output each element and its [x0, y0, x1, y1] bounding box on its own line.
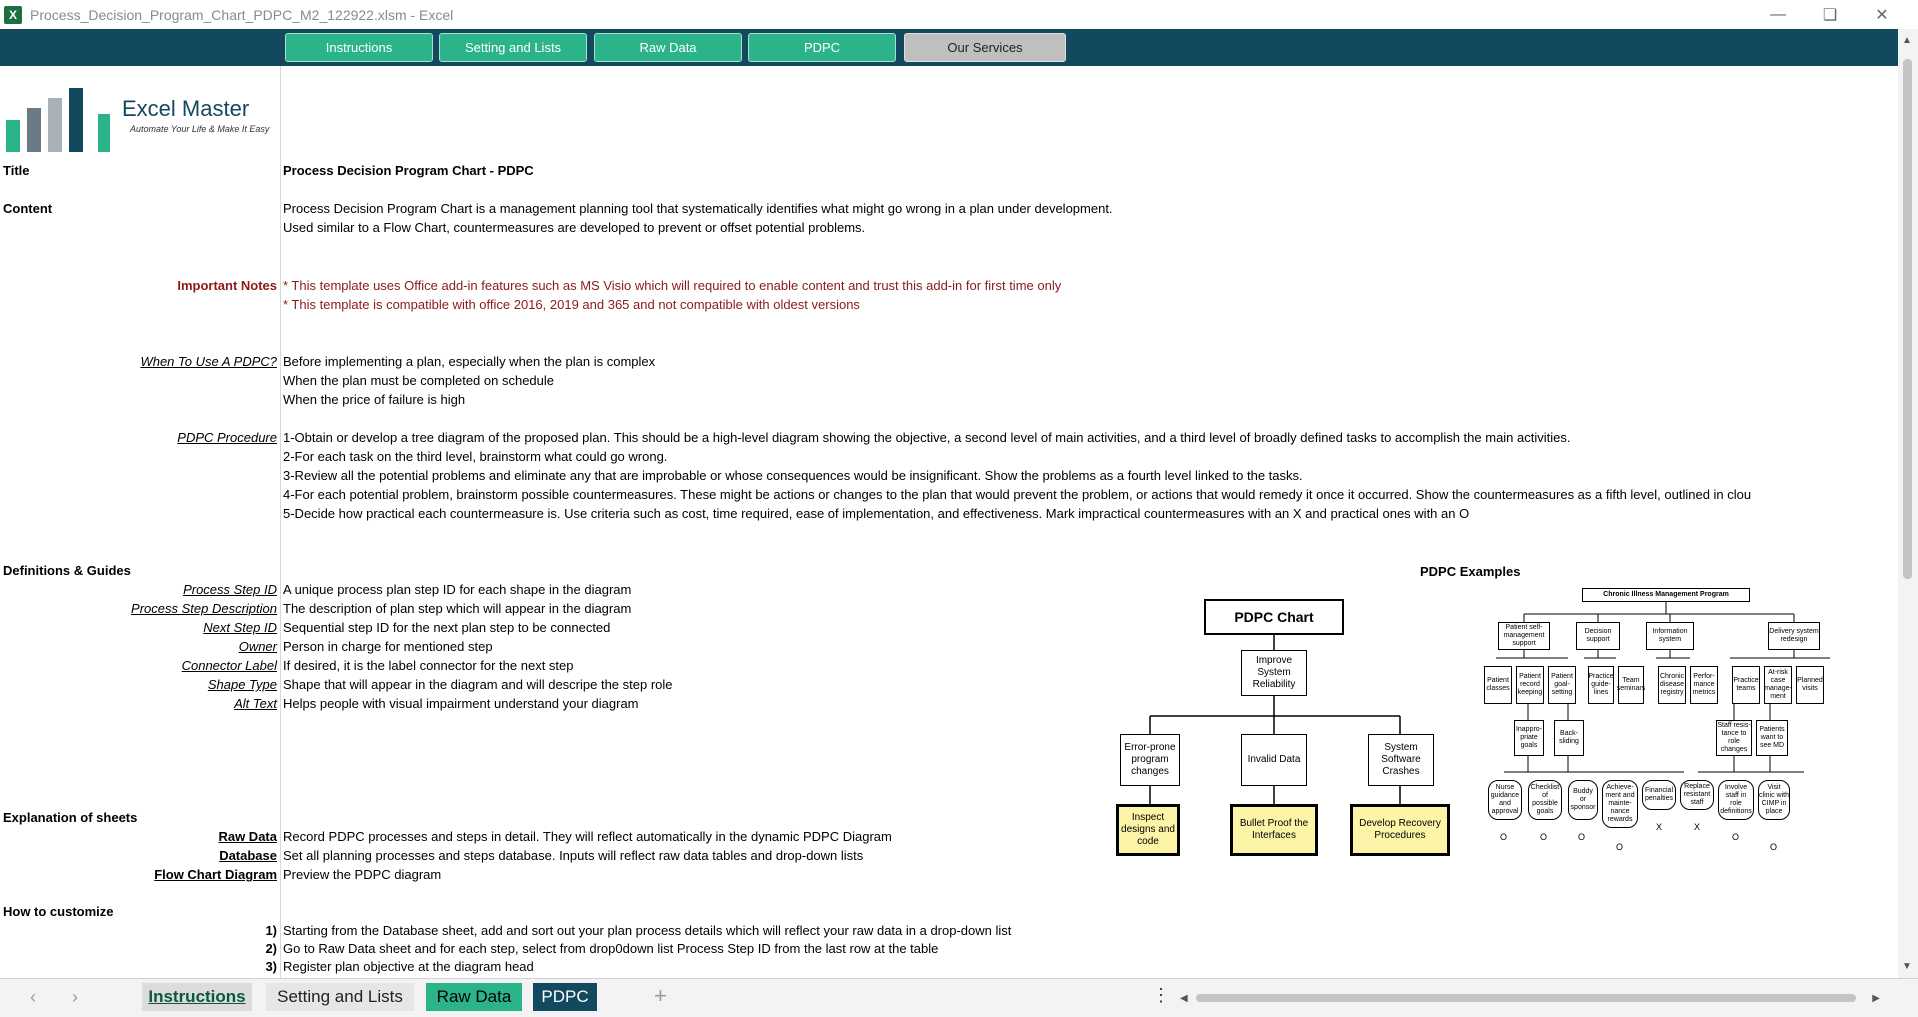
- chart2-level3: Perfor-mance metrics: [1690, 666, 1718, 704]
- title-label: Title: [3, 163, 30, 178]
- sheet-desc: Preview the PDPC diagram: [283, 867, 442, 882]
- content-line: Process Decision Program Chart is a management planning tool that systematically identifies what might go wrong in a plan under development.: [283, 201, 1113, 216]
- sheet-link-raw-data[interactable]: Raw Data: [218, 829, 277, 844]
- hscroll-right-icon[interactable]: ▶: [1872, 993, 1880, 1004]
- tab-scroll-right-icon[interactable]: ›: [72, 987, 78, 1007]
- chart2-level2: Patient self-management support: [1498, 622, 1550, 650]
- excel-app-icon: X: [4, 6, 22, 24]
- chart2-mark: O: [1770, 842, 1778, 852]
- chart2-level5: Financial penalties: [1642, 780, 1676, 810]
- sheet-link-flow-chart[interactable]: Flow Chart Diagram: [154, 867, 277, 882]
- chart2-mark: O: [1732, 832, 1740, 842]
- chart2-level5: Nurse guidance and approval: [1488, 780, 1522, 820]
- nav-raw-data-button[interactable]: Raw Data: [594, 33, 742, 62]
- examples-title: PDPC Examples: [1420, 564, 1521, 579]
- definition-term[interactable]: Alt Text: [234, 696, 277, 711]
- sheet-desc: Set all planning processes and steps database. Inputs will reflect raw data tables and drop-down lists: [283, 848, 864, 863]
- restore-icon[interactable]: ❏: [1822, 6, 1838, 24]
- procedure-step: 1-Obtain or develop a tree diagram of the proposed plan. This should be a high-level diagram showing the objective, a second level of main activities, and a third level of broadly defined tasks to accomplish the main activities.: [283, 430, 1571, 445]
- chart1-branch: System Software Crashes: [1368, 734, 1434, 786]
- chart2-mark: X: [1694, 822, 1701, 832]
- logo-brand: Excel Master: [122, 96, 250, 121]
- chart2-mark: O: [1616, 842, 1624, 852]
- logo-bar-1: [6, 120, 20, 152]
- logo-bar-4: [69, 88, 83, 152]
- definition-term[interactable]: Shape Type: [207, 677, 277, 692]
- chart2-level4: Inappro-priate goals: [1514, 720, 1544, 756]
- chart2-level2: Decision support: [1576, 622, 1620, 650]
- horizontal-scrollbar[interactable]: [1180, 993, 1880, 1003]
- procedure-step: 2-For each task on the third level, brainstorm what could go wrong.: [283, 449, 668, 464]
- close-icon[interactable]: ✕: [1875, 6, 1889, 24]
- chart2-level5: Checklist of possible goals: [1528, 780, 1562, 820]
- chart1-objective: Improve System Reliability: [1241, 650, 1307, 696]
- tab-scroll-left-icon[interactable]: ‹: [30, 987, 36, 1007]
- window-title: Process_Decision_Program_Chart_PDPC_M2_122922.xlsm - Excel: [30, 6, 454, 23]
- chart2-level3: Patient record keeping: [1516, 666, 1544, 704]
- content-line: Used similar to a Flow Chart, countermeasures are developed to prevent or offset potential problems.: [283, 220, 866, 235]
- chart1-countermeasure: Bullet Proof the Interfaces: [1230, 804, 1318, 856]
- chart1-branch: Error-prone program changes: [1120, 734, 1180, 786]
- title-bar: [0, 0, 1918, 29]
- chart2-level5: Visit clinic with CIMP in place: [1758, 780, 1790, 820]
- definition-term[interactable]: Owner: [238, 639, 277, 654]
- definition-desc: A unique process plan step ID for each shape in the diagram: [283, 582, 632, 597]
- nav-ribbon: [0, 29, 1898, 66]
- when-to-use-link[interactable]: When To Use A PDPC?: [140, 354, 277, 369]
- hscroll-left-icon[interactable]: ◀: [1180, 993, 1188, 1004]
- chart2-mark: O: [1540, 832, 1548, 842]
- chart2-level4: Patients want to see MD: [1756, 720, 1788, 756]
- important-note: * This template is compatible with office 2016, 2019 and 365 and not compatible with oldest versions: [283, 297, 860, 312]
- definition-desc: Helps people with visual impairment understand your diagram: [283, 696, 639, 711]
- scroll-up-icon[interactable]: ▲: [1902, 35, 1912, 46]
- minimize-icon[interactable]: —: [1770, 5, 1786, 23]
- customize-step: Register plan objective at the diagram head: [283, 959, 534, 974]
- hscroll-thumb[interactable]: [1196, 994, 1856, 1002]
- chart2-level3: Practice guide-lines: [1588, 666, 1614, 704]
- customize-step: Starting from the Database sheet, add and sort out your plan process details which will reflect your raw data in a drop-down list: [283, 923, 1012, 938]
- definition-desc: The description of plan step which will appear in the diagram: [283, 601, 632, 616]
- when-line: Before implementing a plan, especially when the plan is complex: [283, 354, 656, 369]
- sheet-tab-bar: [0, 978, 1918, 1017]
- definition-term[interactable]: Next Step ID: [203, 620, 277, 635]
- logo-bar-3: [48, 98, 62, 152]
- definition-desc: Person in charge for mentioned step: [283, 639, 493, 654]
- definition-desc: Sequential step ID for the next plan step to be connected: [283, 620, 611, 635]
- chart2-level4: Staff resis-tance to role changes: [1716, 720, 1752, 756]
- procedure-step: 5-Decide how practical each countermeasure is. Use criteria such as cost, time required, ease of implementation, and effectiveness. Mark impractical countermeasures with an X and practical ones with an O: [283, 506, 1470, 521]
- chart1-head: PDPC Chart: [1204, 599, 1344, 635]
- chart2-level3: At-risk case manage-ment: [1764, 666, 1792, 704]
- chart1-countermeasure: Develop Recovery Procedures: [1350, 804, 1450, 856]
- important-note: * This template uses Office add-in features such as MS Visio which will required to enable content and trust this add-in for first time only: [283, 278, 1062, 293]
- chart2-mark: O: [1500, 832, 1508, 842]
- sheets-label: Explanation of sheets: [3, 810, 138, 825]
- when-line: When the plan must be completed on schedule: [283, 373, 555, 388]
- procedure-step: 3-Review all the potential problems and eliminate any that are improbable or whose consequences would be insignificant. Show the problems as a fourth level linked to the tasks.: [283, 468, 1303, 483]
- nav-setting-lists-button[interactable]: Setting and Lists: [439, 33, 587, 62]
- logo-bar-2: [27, 108, 41, 152]
- chart1-countermeasure: Inspect designs and code: [1116, 804, 1180, 856]
- customize-step: Go to Raw Data sheet and for each step, select from drop0down list Process Step ID from the last row at the table: [283, 941, 939, 956]
- definition-desc: If desired, it is the label connector for the next step: [283, 658, 574, 673]
- vertical-scrollbar[interactable]: [1898, 29, 1918, 978]
- pdpc-example-chart-2: [1484, 586, 1844, 931]
- definition-term[interactable]: Process Step Description: [131, 601, 277, 616]
- nav-instructions-button[interactable]: Instructions: [285, 33, 433, 62]
- chart2-level4: Back-sliding: [1554, 720, 1584, 756]
- chart2-level5: Involve staff in role definitions: [1718, 780, 1754, 820]
- excel-master-logo: [4, 74, 280, 152]
- nav-our-services-button[interactable]: Our Services: [904, 33, 1066, 62]
- sheet-link-database[interactable]: Database: [219, 848, 277, 863]
- definition-term[interactable]: Process Step ID: [183, 582, 277, 597]
- definitions-label: Definitions & Guides: [3, 563, 131, 578]
- chart2-level5: Achieve-ment and mainte-nance rewards: [1602, 780, 1638, 828]
- customize-step-num: 3): [265, 959, 277, 974]
- logo-bar-5: [98, 114, 110, 152]
- more-options-icon[interactable]: ⋮: [1152, 985, 1170, 1005]
- chart2-level3: Team seminars: [1618, 666, 1644, 704]
- when-line: When the price of failure is high: [283, 392, 466, 407]
- add-sheet-icon[interactable]: +: [654, 983, 667, 1008]
- worksheet-content: [0, 66, 1898, 978]
- chart2-level3: Patient goal-setting: [1548, 666, 1576, 704]
- chart2-mark: O: [1578, 832, 1586, 842]
- scroll-thumb[interactable]: [1903, 59, 1912, 579]
- important-notes-label: Important Notes: [177, 278, 277, 293]
- customize-step-num: 2): [265, 941, 277, 956]
- tab-pdpc[interactable]: PDPC: [533, 983, 597, 1011]
- procedure-step: 4-For each potential problem, brainstorm possible countermeasures. These might be actions or changes to the plan that would prevent the problem, or actions that would remedy it once it occurred. Show the countermeasures as a fifth level, outlined in clou: [283, 487, 1752, 502]
- chart2-level3: Patient classes: [1484, 666, 1512, 704]
- chart2-level3: Practice teams: [1732, 666, 1760, 704]
- customize-step-num: 1): [265, 923, 277, 938]
- chart2-level2: Information system: [1646, 622, 1694, 650]
- definition-term[interactable]: Connector Label: [181, 658, 277, 673]
- title-value: Process Decision Program Chart - PDPC: [283, 163, 534, 178]
- scroll-down-icon[interactable]: ▼: [1902, 961, 1912, 972]
- content-label: Content: [3, 201, 53, 216]
- logo-tagline: Automate Your Life & Make It Easy: [130, 124, 270, 134]
- chart2-level5: Replace resistant staff: [1680, 780, 1714, 810]
- chart2-head: Chronic Illness Management Program: [1582, 588, 1750, 602]
- definition-desc: Shape that will appear in the diagram and will descripe the step role: [283, 677, 673, 692]
- chart2-level2: Delivery system redesign: [1768, 622, 1820, 650]
- column-divider: [280, 66, 281, 978]
- customize-label: How to customize: [3, 904, 114, 919]
- tab-raw-data[interactable]: Raw Data: [426, 983, 522, 1011]
- nav-pdpc-button[interactable]: PDPC: [748, 33, 896, 62]
- tab-setting-lists[interactable]: Setting and Lists: [266, 983, 414, 1011]
- chart2-level3: Chronic disease registry: [1658, 666, 1686, 704]
- chart2-mark: X: [1656, 822, 1663, 832]
- chart1-branch: Invalid Data: [1241, 734, 1307, 786]
- chart2-level5: Buddy or sponsor: [1568, 780, 1598, 820]
- pdpc-procedure-link[interactable]: PDPC Procedure: [177, 430, 277, 445]
- tab-instructions[interactable]: Instructions: [142, 983, 252, 1011]
- pdpc-example-chart-1: [1098, 586, 1458, 931]
- chart2-level3: Planned visits: [1796, 666, 1824, 704]
- sheet-desc: Record PDPC processes and steps in detail. They will reflect automatically in the dynamic PDPC Diagram: [283, 829, 892, 844]
